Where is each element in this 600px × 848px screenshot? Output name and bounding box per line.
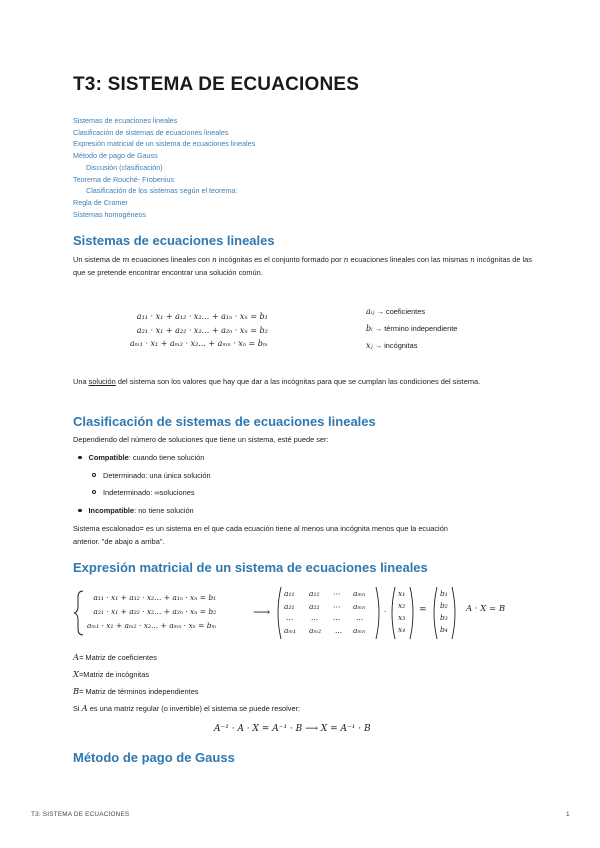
compact-equation: A · X = B [466,604,506,614]
matrix-b-cell: b₃ [440,613,448,622]
paragraph-intro: Dependiendo del número de soluciones que tiene un sistema, esté puede ser: [73,435,329,444]
matrix-expression [73,585,533,641]
matrix-a-left-paren [278,587,281,639]
bullet-item: Incompatible: no tiene solución [78,506,194,515]
matrix-a-right-paren [376,587,379,639]
matrix-a-cell: a₁₂ [309,589,320,598]
matrix-b-right-paren [452,587,455,639]
matrix-a-cell: a₁₁ [284,589,295,598]
matrix-b-left-paren [434,587,437,639]
matrix-a-cell: aₘ₁ [284,626,297,635]
toc-link[interactable]: Clasificación de los sistemas según el teorema: [86,186,238,196]
matrix-x-cell: x₁ [398,589,406,598]
matrix-a-cell: a₂₁ [284,602,295,611]
matrix-x-cell: x₃ [398,613,406,622]
bullet-item: Compatible: cuando tiene solución [78,453,204,462]
bullet-icon [78,456,82,460]
section-heading: Sistemas de ecuaciones lineales [73,233,275,248]
matrix-x-left-paren [392,587,395,639]
matrix-a-cell: ... [356,613,364,622]
paragraph-escalonado: Sistema escalonado= es un sistema en el que cada ecuación tiene al menos una incógnita menos que la ecuación anterior. "de abajo a arriba". [73,524,448,546]
toc-link[interactable]: Teorema de Rouché- Frobenius [73,174,175,184]
toc-link[interactable]: Discusión (clasificación) [86,162,163,172]
sub-bullet-item: Determinado: una única solución [92,471,211,480]
page-title: T3: SISTEMA DE ECUACIONES [73,74,360,95]
matrix-a-cell: ... [333,613,341,622]
matrix-x-cell: x₄ [398,625,406,634]
matrix-x-cell: x₂ [398,601,406,610]
matrix-a-cell: ... [335,626,343,635]
circle-bullet-icon [92,490,96,494]
toc-link[interactable]: Sistemas de ecuaciones lineales [73,116,178,125]
sub-bullet-item: Indeterminado: ∞soluciones [92,488,195,497]
toc-link[interactable]: Expresión matricial de un sistema de ecuaciones lineales [73,139,256,149]
matrix-equation-system: a₁₁ · x₁ + a₁₂ · x₂... + a₁ₙ · xₙ = b₁ a₂₁ · x₁ + a₂₂ · x₂... + a₂ₙ · xₙ = b₂ aₘ₁ · x₁ + aₘ₂ · x₂... + aₘₙ · xₙ = bₘ [87,593,217,630]
term-solucion: solución [88,377,116,386]
paragraph-solution: Una solución del sistema son los valores que hay que dar a las incógnitas para que se cumplan las condiciones del sistema. [73,377,481,386]
arrow-icon: ⟶ [253,605,271,619]
equation-legend: aᵢⱼ → coeficientes bᵢ → término independiente xⱼ → incógnitas [366,307,458,350]
equation-system: a₁₁ · x₁ + a₁₂ · x₂... + a₁ₙ · xₙ = b₁ a₂₁ · x₁ + a₂₂ · x₂... + a₂ₙ · xₙ = b₂ aₘ₁ · x₁ + aₘ₂ · x₂... + aₘₙ · xₙ = bₘ [130,312,268,348]
section-heading: Expresión matricial de un sistema de ecuaciones lineales [73,560,428,575]
equals-sign: = [419,605,427,615]
matrix-b-cell: b₂ [440,601,448,610]
paragraph-definition: Un sistema de m ecuaciones lineales con n incógnitas es el conjunto formado por n ecuaciones lineales con las mismas n incógnitas de las que se pretende encontrar encontrar una solución común. [73,255,532,277]
dot-operator: · [384,607,387,616]
matrix-x-right-paren [410,587,413,639]
toc-link[interactable]: Clasificación de sistemas de ecuaciones lineales [73,127,229,137]
definition-a: A= Matriz de coeficientes [73,652,157,662]
matrix-b-cell: b₄ [440,625,448,634]
matrix-a-cell: aₘₙ [353,602,366,611]
matrix-a-cell: aₘ₂ [309,626,322,635]
matrix-a-cell: ... [311,613,319,622]
left-brace [74,591,83,635]
footer-title: T3: SISTEMA DE ECUACIONES [31,811,130,818]
matrix-a-cell: ... [286,613,294,622]
inverse-formula: A⁻¹ · A · X = A⁻¹ · B ⟶ X = A⁻¹ · B [214,724,371,734]
matrix-b-cell: b₁ [440,589,448,598]
matrix-a-cell: aₘₙ [353,626,366,635]
toc-link[interactable]: Método de pago de Gauss [73,151,158,161]
definition-x: X=Matriz de incógnitas [73,669,150,679]
paragraph-regular-matrix: Si A es una matriz regular (o invertible) el sistema se puede resolver: [73,703,301,713]
matrix-a-cell: ⋯ [333,589,341,598]
section-heading: Método de pago de Gauss [73,750,235,765]
toc-link[interactable]: Regla de Cramer [73,197,128,207]
definition-b: B= Matriz de términos independientes [73,686,199,696]
circle-bullet-icon [92,473,96,477]
toc-link[interactable]: Sistemas homogéneos [73,209,147,219]
section-heading: Clasificación de sistemas de ecuaciones lineales [73,414,376,429]
matrix-a-cell: aₘₙ [353,589,366,598]
page-number: 1 [566,811,570,818]
matrix-a-cell: ⋯ [333,602,341,611]
matrix-a-cell: a₂₂ [309,602,320,611]
bullet-icon [78,509,82,513]
table-of-contents [73,115,473,220]
